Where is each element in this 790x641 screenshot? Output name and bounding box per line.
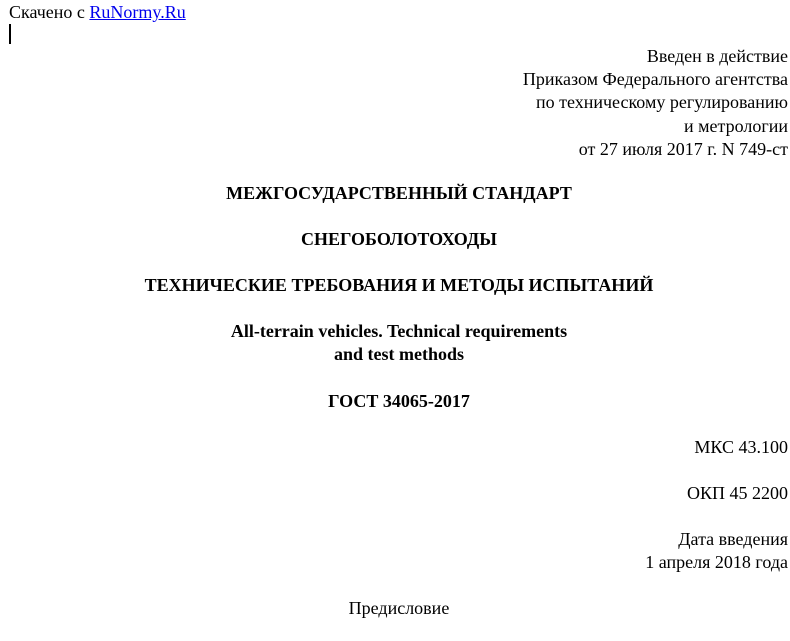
preface-heading: Предисловие (348, 598, 450, 618)
okp-code: ОКП 45 2200 (686, 483, 788, 503)
english-title-line: and test methods (333, 344, 464, 364)
introduction-date-block (645, 528, 788, 574)
enactment-line: Введен в действие (646, 46, 788, 66)
enactment-line: Приказом Федерального агентства (522, 69, 788, 90)
enactment-line: и метрологии (684, 115, 788, 136)
english-title-line: All-terrain vehicles. Technical requirements (230, 321, 568, 341)
source-prefix: Скачено с (9, 2, 90, 22)
standard-code: ГОСТ 34065-2017 (328, 391, 470, 411)
enactment-block (523, 45, 788, 161)
mks-code: МКС 43.100 (694, 437, 788, 457)
source-link[interactable]: RuNormy.Ru (89, 2, 186, 22)
enactment-line: от 27 июля 2017 г. N 749-ст (578, 138, 788, 159)
standard-type-heading: МЕЖГОСУДАРСТВЕННЫЙ СТАНДАРТ (226, 183, 572, 203)
text-cursor (9, 24, 11, 44)
standard-subtitle-heading: ТЕХНИЧЕСКИЕ ТРЕБОВАНИЯ И МЕТОДЫ ИСПЫТАНИЙ (144, 275, 654, 295)
source-line (9, 2, 186, 22)
introduction-date-label: Дата введения (678, 529, 788, 549)
introduction-date-value: 1 апреля 2018 года (645, 552, 788, 572)
english-title (0, 320, 790, 366)
standard-subject-heading: СНЕГОБОЛОТОХОДЫ (301, 229, 497, 249)
enactment-line: по техническому регулированию (535, 92, 788, 113)
